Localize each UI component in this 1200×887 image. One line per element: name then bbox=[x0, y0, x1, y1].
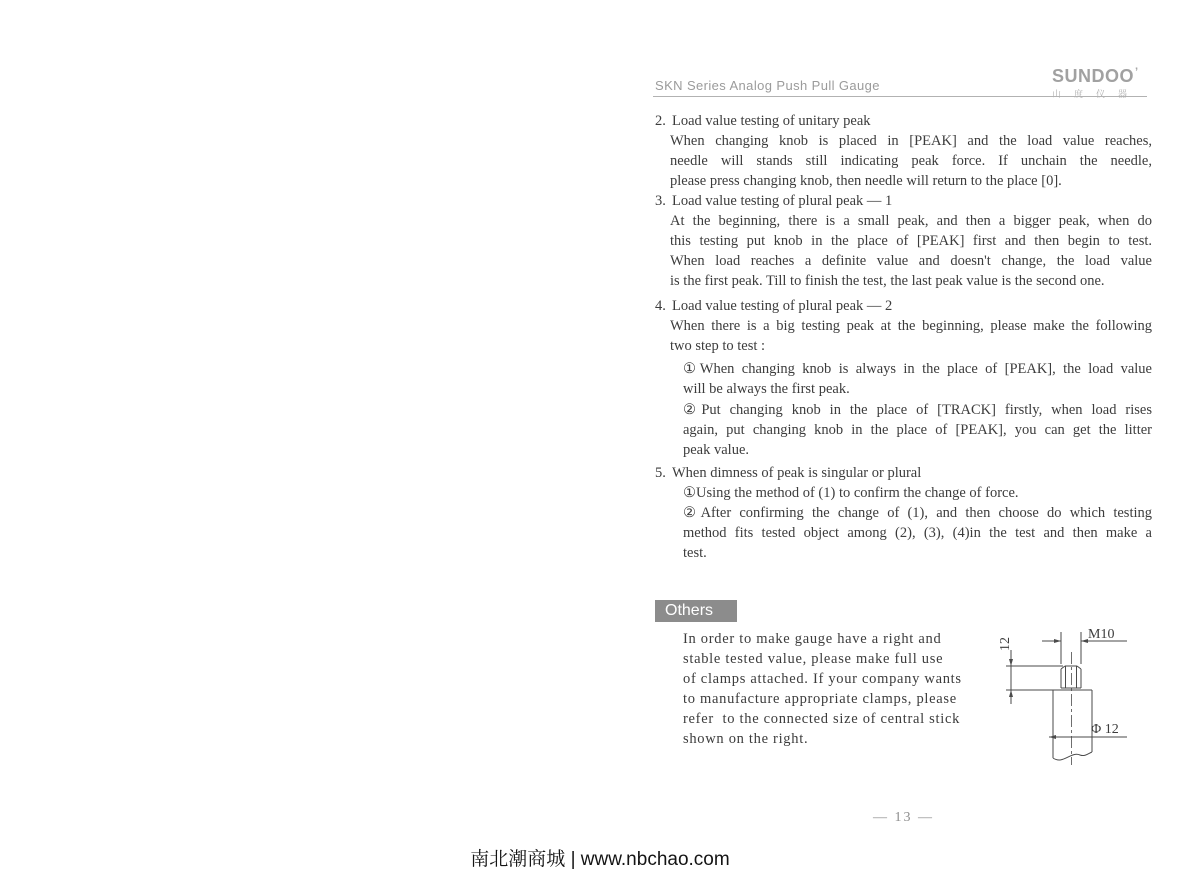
item-heading-text: When dimness of peak is singular or plural bbox=[672, 465, 922, 481]
others-line: to manufacture appropriate clamps, please bbox=[683, 691, 957, 707]
brand-logo bbox=[1052, 63, 1147, 100]
item-number: 3. bbox=[655, 193, 666, 209]
subitem-line: ①When changing knob is always in the place of [PEAK], the load value bbox=[683, 361, 1152, 377]
dim-label-height: 12 bbox=[998, 637, 1013, 651]
item-heading bbox=[655, 296, 1152, 316]
item-heading-text: Load value testing of unitary peak bbox=[672, 113, 871, 129]
others-line: In order to make gauge have a right and bbox=[683, 631, 942, 647]
dim-label-diameter: Φ 12 bbox=[1091, 722, 1119, 737]
manual-item bbox=[655, 111, 1152, 191]
body-line: When load reaches a definite value and doesn't change, the load value bbox=[670, 253, 1152, 269]
body-line: is the first peak. Till to finish the test, the last peak value is the second one. bbox=[670, 273, 1105, 289]
item-number: 4. bbox=[655, 298, 666, 314]
instruction-list bbox=[655, 111, 1152, 563]
subitem-line: method fits tested object among (2), (3), (4)in the test and then make a bbox=[683, 525, 1152, 541]
subitem-line: will be always the first peak. bbox=[683, 381, 850, 397]
body-line: this testing put knob in the place of [PEAK] first and then begin to test. bbox=[670, 233, 1152, 249]
manual-item bbox=[655, 296, 1152, 460]
item-number: 2. bbox=[655, 113, 666, 129]
item-heading bbox=[655, 463, 1152, 483]
clamp-dimension-drawing bbox=[985, 612, 1135, 772]
subitem-line: peak value. bbox=[683, 442, 750, 458]
body-line: please press changing knob, then needle will return to the place [0]. bbox=[670, 173, 1062, 189]
item-heading-text: Load value testing of plural peak — 2 bbox=[672, 298, 893, 314]
others-line: of clamps attached. If your company wants bbox=[683, 671, 962, 687]
sub-item bbox=[655, 400, 1152, 460]
manual-item bbox=[655, 191, 1152, 291]
item-number: 5. bbox=[655, 465, 666, 481]
body-line: When there is a big testing peak at the beginning, please make the following bbox=[670, 318, 1152, 334]
item-heading bbox=[655, 111, 1152, 131]
document-title: SKN Series Analog Push Pull Gauge bbox=[655, 78, 880, 93]
subitem-line: ②Put changing knob in the place of [TRACK] firstly, when load rises bbox=[683, 402, 1152, 418]
sub-item bbox=[655, 503, 1152, 563]
subitem-line: again, put changing knob in the place of [PEAK], you can get the litter bbox=[683, 422, 1152, 438]
others-paragraph bbox=[683, 629, 993, 749]
subitem-line: test. bbox=[683, 545, 707, 561]
page-number: — 13 — bbox=[873, 810, 934, 825]
subitem-line: ②After confirming the change of (1), and then choose do which testing bbox=[683, 505, 1152, 521]
manual-item bbox=[655, 463, 1152, 563]
sub-item bbox=[655, 483, 1152, 503]
body-line: needle will stands still indicating peak force. If unchain the needle, bbox=[670, 153, 1152, 169]
dim-label-m10: M10 bbox=[1088, 627, 1115, 642]
item-heading-text: Load value testing of plural peak — 1 bbox=[672, 193, 893, 209]
body-line: two step to test : bbox=[670, 338, 766, 354]
others-section-badge: Others bbox=[655, 600, 737, 622]
brand-chinese-name: 山度仪器 bbox=[1052, 89, 1141, 99]
watermark-footer: 南北潮商城 | www.nbchao.com bbox=[470, 849, 730, 870]
body-line: When changing knob is placed in [PEAK] and the load value reaches, bbox=[670, 133, 1152, 149]
item-heading bbox=[655, 191, 1152, 211]
sub-item bbox=[655, 359, 1152, 399]
body-line: At the beginning, there is a small peak, and then a bigger peak, when do bbox=[670, 213, 1152, 229]
others-line: stable tested value, please make full use bbox=[683, 651, 944, 667]
others-line: refer to the connected size of central stick bbox=[683, 711, 961, 727]
others-line: shown on the right. bbox=[683, 731, 809, 747]
brand-trademark: ’ bbox=[1135, 66, 1139, 78]
subitem-line: ①Using the method of (1) to confirm the change of force. bbox=[683, 485, 1019, 501]
brand-name: SUNDOO’ bbox=[1052, 66, 1139, 86]
